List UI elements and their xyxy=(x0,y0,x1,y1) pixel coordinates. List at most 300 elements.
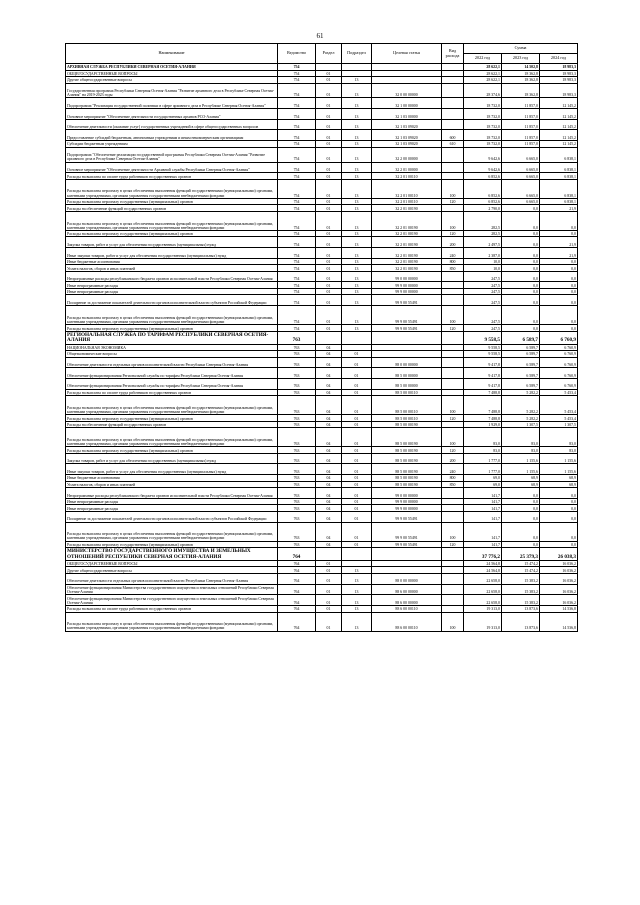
row-name: Расходы на выплаты персоналу государственных (муниципальных) органов xyxy=(66,541,278,548)
row-subsection: 01 xyxy=(342,541,372,548)
row-sum-2024: 68,9 xyxy=(540,481,578,488)
row-sum-2023: 13 873,6 xyxy=(502,606,540,613)
row-sum-2023: 13 873,6 xyxy=(502,612,540,631)
row-sum-2024: 12 145,2 xyxy=(540,98,578,109)
row-subsection: 13 xyxy=(342,325,372,332)
row-subsection: 01 xyxy=(342,511,372,522)
row-sum-2023: 0,0 xyxy=(502,488,540,499)
table-row xyxy=(66,119,578,130)
row-sum-2023: 15 474,2 xyxy=(502,560,540,567)
row-sum-2024: 0,0 xyxy=(540,306,578,325)
row-sum-2024: 6 838,1 xyxy=(540,147,578,162)
row-sum-2022: 18 732,0 xyxy=(464,109,502,120)
row-sum-2022: 9 558,5 xyxy=(464,344,502,351)
row-section: 01 xyxy=(316,147,342,162)
row-sum-2022: 7 488,8 xyxy=(464,389,502,396)
row-sum-2023: 0,0 xyxy=(502,288,540,295)
row-subsection: 01 xyxy=(342,498,372,505)
row-type xyxy=(442,548,464,561)
row-sum-2024: 21,9 xyxy=(540,205,578,212)
row-section: 01 xyxy=(316,70,342,77)
row-type: 100 xyxy=(442,396,464,415)
row-ministry: 754 xyxy=(278,237,316,248)
row-section: 01 xyxy=(316,77,342,84)
row-section: 01 xyxy=(316,595,342,606)
row-type: 800 xyxy=(442,258,464,265)
table-row xyxy=(66,179,578,198)
row-name: Расходы на выплаты персоналу в целях обеспечения выполнения функций государственными (муниципальными) органами, казенными учреждениями, органами управления государственными внебюджетными фондами xyxy=(66,179,278,198)
row-name: Расходы на выплаты персоналу государственных (муниципальных) органов xyxy=(66,447,278,454)
row-section: 01 xyxy=(316,109,342,120)
row-name: Расходы на выплаты персоналу государственных (муниципальных) органов xyxy=(66,230,278,237)
row-type: 240 xyxy=(442,248,464,259)
row-type xyxy=(442,511,464,522)
row-target: 88 5 00 00110 xyxy=(372,389,442,396)
row-sum-2023: 11 857,0 xyxy=(502,109,540,120)
table-row xyxy=(66,453,578,464)
table-body xyxy=(66,64,578,632)
row-sum-2023: 0,0 xyxy=(502,498,540,505)
table-row xyxy=(66,271,578,282)
row-ministry: 763 xyxy=(278,378,316,389)
row-subsection: 13 xyxy=(342,295,372,306)
row-sum-2024: 0,0 xyxy=(540,282,578,289)
row-sum-2023: 0,0 xyxy=(502,230,540,237)
row-subsection: 13 xyxy=(342,173,372,180)
row-name: Предоставление субсидий бюджетным, автономным учреждениям и иным некоммерческим организациям xyxy=(66,130,278,141)
row-sum-2024: 0,0 xyxy=(540,288,578,295)
row-section: 01 xyxy=(316,237,342,248)
row-type: 850 xyxy=(442,265,464,272)
row-sum-2024: 6 760,9 xyxy=(540,331,578,344)
row-sum-2024: 14 536,8 xyxy=(540,612,578,631)
row-section: 01 xyxy=(316,98,342,109)
row-sum-2022: 141,7 xyxy=(464,541,502,548)
row-ministry: 764 xyxy=(278,567,316,574)
row-section: 01 xyxy=(316,205,342,212)
row-subsection: 13 xyxy=(342,77,372,84)
row-type: 610 xyxy=(442,141,464,148)
row-section: 04 xyxy=(316,415,342,422)
row-ministry: 754 xyxy=(278,288,316,295)
row-sum-2022: 9 558,5 xyxy=(464,351,502,358)
row-ministry: 754 xyxy=(278,173,316,180)
row-sum-2022: 19 313,0 xyxy=(464,606,502,613)
row-sum-2022: 247,5 xyxy=(464,282,502,289)
row-ministry: 763 xyxy=(278,498,316,505)
row-sum-2024: 16 036,2 xyxy=(540,573,578,584)
row-sum-2024: 83,0 xyxy=(540,447,578,454)
row-sum-2023: 83,0 xyxy=(502,447,540,454)
row-sum-2022: 69,0 xyxy=(464,475,502,482)
row-sum-2022: 1 777,0 xyxy=(464,464,502,475)
row-sum-2022: 9 558,5 xyxy=(464,331,502,344)
row-sum-2024: 0,0 xyxy=(540,498,578,505)
row-name: Обеспечение функционирования Региональной службы по тарифам Республики Северная Осетия-Алания xyxy=(66,378,278,389)
row-section: 04 xyxy=(316,368,342,379)
row-sum-2023: 6 589,7 xyxy=(502,331,540,344)
row-name: Другие общегосударственные вопросы xyxy=(66,77,278,84)
row-name: Уплата налогов, сборов и иных платежей xyxy=(66,265,278,272)
row-subsection: 13 xyxy=(342,271,372,282)
row-type: 100 xyxy=(442,428,464,447)
row-section: 01 xyxy=(316,606,342,613)
row-target: 32 0 00 00000 xyxy=(372,83,442,98)
row-ministry: 754 xyxy=(278,282,316,289)
row-target: 88 0 00 00000 xyxy=(372,573,442,584)
row-target: 32 1 03 09020 xyxy=(372,119,442,130)
row-sum-2024: 1 307,5 xyxy=(540,421,578,428)
row-target: 88 5 00 00000 xyxy=(372,368,442,379)
row-section: 04 xyxy=(316,357,342,368)
row-name: Основное мероприятие "Обеспечение деятельности государственных архивов РСО-Алания" xyxy=(66,109,278,120)
row-name: Обеспечение деятельности отдельных органов исполнительной власти Республики Северная Осетия-Алания xyxy=(66,357,278,368)
row-ministry: 754 xyxy=(278,258,316,265)
row-sum-2022: 1 929,0 xyxy=(464,421,502,428)
row-sum-2024: 0,0 xyxy=(540,295,578,306)
row-ministry: 754 xyxy=(278,70,316,77)
row-ministry: 763 xyxy=(278,541,316,548)
row-name: Расходы на выплаты персоналу государственных (муниципальных) органов xyxy=(66,198,278,205)
row-sum-2024: 0,0 xyxy=(540,258,578,265)
row-section: 01 xyxy=(316,282,342,289)
table-row xyxy=(66,488,578,499)
row-sum-2022: 24 564,8 xyxy=(464,567,502,574)
row-ministry: 754 xyxy=(278,83,316,98)
row-sum-2023: 6 665,0 xyxy=(502,173,540,180)
row-ministry: 763 xyxy=(278,481,316,488)
row-ministry: 763 xyxy=(278,396,316,415)
row-sum-2024: 26 038,3 xyxy=(540,548,578,561)
row-subsection: 01 xyxy=(342,505,372,512)
row-type: 120 xyxy=(442,541,464,548)
row-subsection: 13 xyxy=(342,162,372,173)
row-name: Иные закупки товаров, работ и услуг для обеспечения государственных (муниципальных) нужд xyxy=(66,464,278,475)
row-section: 01 xyxy=(316,179,342,198)
row-sum-2022: 9 642,6 xyxy=(464,147,502,162)
row-type: 100 xyxy=(442,612,464,631)
row-sum-2023: 0,0 xyxy=(502,205,540,212)
row-subsection: 13 xyxy=(342,130,372,141)
table-row xyxy=(66,147,578,162)
col-header-section: Раздел xyxy=(316,44,342,64)
row-subsection: 13 xyxy=(342,567,372,574)
row-target: 88 5 00 00190 xyxy=(372,447,442,454)
row-sum-2022: 18 732,0 xyxy=(464,119,502,130)
row-sum-2024: 0,0 xyxy=(540,230,578,237)
row-section: 01 xyxy=(316,230,342,237)
row-type: 120 xyxy=(442,325,464,332)
row-name: Обеспечение деятельности (оказание услуг) государственных учреждений в сфере общегосударственных вопросов xyxy=(66,119,278,130)
row-name: Закупка товаров, работ и услуг для обеспечения государственных (муниципальных) нужд xyxy=(66,453,278,464)
row-sum-2022: 9 417,8 xyxy=(464,368,502,379)
row-subsection: 01 xyxy=(342,464,372,475)
row-target: 32 1 03 00000 xyxy=(372,109,442,120)
row-target: 99 0 00 00000 xyxy=(372,488,442,499)
row-sum-2024: 12 145,2 xyxy=(540,109,578,120)
row-subsection: 01 xyxy=(342,488,372,499)
row-target: 88 5 00 00190 xyxy=(372,428,442,447)
row-name: Иные бюджетные ассигнования xyxy=(66,475,278,482)
row-sum-2024: 0,0 xyxy=(540,511,578,522)
table-row xyxy=(66,464,578,475)
col-header-year-2023: 2023 год xyxy=(502,54,540,64)
row-subsection: 13 xyxy=(342,83,372,98)
row-subsection: 13 xyxy=(342,282,372,289)
row-sum-2022: 22 658,0 xyxy=(464,573,502,584)
row-sum-2022: 247,5 xyxy=(464,295,502,306)
row-name: Иные непрограммные расходы xyxy=(66,498,278,505)
row-name: Расходы на обеспечение функций государственных органов xyxy=(66,205,278,212)
col-header-type: Вид расхода xyxy=(442,44,464,64)
row-sum-2023: 6 665,0 xyxy=(502,179,540,198)
row-name: Закупка товаров, работ и услуг для обеспечения государственных (муниципальных) нужд xyxy=(66,237,278,248)
budget-table xyxy=(65,43,578,632)
table-row xyxy=(66,378,578,389)
row-sum-2024: 18 983,3 xyxy=(540,64,578,71)
row-section: 04 xyxy=(316,488,342,499)
row-sum-2023: 6 665,0 xyxy=(502,147,540,162)
row-ministry: 764 xyxy=(278,606,316,613)
row-subsection: 13 xyxy=(342,612,372,631)
row-ministry: 754 xyxy=(278,119,316,130)
row-sum-2024: 83,0 xyxy=(540,428,578,447)
row-ministry: 754 xyxy=(278,198,316,205)
row-target: 88 5 00 00110 xyxy=(372,396,442,415)
row-type: 850 xyxy=(442,481,464,488)
row-ministry: 763 xyxy=(278,488,316,499)
row-section: 01 xyxy=(316,295,342,306)
row-sum-2024: 0,0 xyxy=(540,541,578,548)
table-row xyxy=(66,584,578,595)
row-subsection: 13 xyxy=(342,265,372,272)
row-section: 01 xyxy=(316,198,342,205)
row-sum-2022: 141,7 xyxy=(464,505,502,512)
row-name: Другие общегосударственные вопросы xyxy=(66,567,278,574)
row-ministry: 754 xyxy=(278,230,316,237)
row-ministry: 754 xyxy=(278,325,316,332)
row-sum-2023: 6 665,0 xyxy=(502,162,540,173)
row-section: 01 xyxy=(316,325,342,332)
row-sum-2022: 141,7 xyxy=(464,498,502,505)
row-section: 01 xyxy=(316,573,342,584)
row-type: 800 xyxy=(442,475,464,482)
row-name: Расходы на выплаты по оплате труда работников государственных органов xyxy=(66,389,278,396)
row-type: 100 xyxy=(442,179,464,198)
row-ministry: 754 xyxy=(278,64,316,71)
row-type xyxy=(442,488,464,499)
row-sum-2023: 5 282,2 xyxy=(502,415,540,422)
row-sum-2022: 141,7 xyxy=(464,522,502,541)
row-sum-2022: 83,0 xyxy=(464,447,502,454)
row-subsection: 01 xyxy=(342,421,372,428)
row-name: Иные бюджетные ассигнования xyxy=(66,258,278,265)
row-section: 04 xyxy=(316,498,342,505)
table-row xyxy=(66,306,578,325)
row-type: 100 xyxy=(442,211,464,230)
row-type: 240 xyxy=(442,464,464,475)
row-sum-2023: 0,0 xyxy=(502,258,540,265)
row-name: Расходы на выплаты персоналу в целях обеспечения выполнения функций государственными (муниципальными) органами, казенными учреждениями, органами управления государственными внебюджетными фондами xyxy=(66,522,278,541)
row-subsection: 13 xyxy=(342,179,372,198)
row-section: 01 xyxy=(316,306,342,325)
row-sum-2022: 247,5 xyxy=(464,288,502,295)
row-type xyxy=(442,98,464,109)
row-target: 32 1 03 09020 xyxy=(372,130,442,141)
row-sum-2022: 37 776,2 xyxy=(464,548,502,561)
row-target: 32 1 00 00000 xyxy=(372,98,442,109)
row-sum-2022: 2 790,0 xyxy=(464,205,502,212)
row-type: 120 xyxy=(442,415,464,422)
row-type xyxy=(442,109,464,120)
table-row xyxy=(66,211,578,230)
row-sum-2022: 28 622,1 xyxy=(464,64,502,71)
row-sum-2022: 247,5 xyxy=(464,306,502,325)
row-type xyxy=(442,271,464,282)
row-sum-2023: 15 474,2 xyxy=(502,567,540,574)
row-sum-2023: 0,0 xyxy=(502,248,540,259)
row-name: Расходы на обеспечение функций государственных органов xyxy=(66,421,278,428)
row-name: Уплата налогов, сборов и иных платежей xyxy=(66,481,278,488)
row-target: 99 9 00 55491 xyxy=(372,522,442,541)
row-sum-2023: 1 155,6 xyxy=(502,453,540,464)
row-target: 32 2 01 00110 xyxy=(372,198,442,205)
row-subsection: 13 xyxy=(342,595,372,606)
row-sum-2024: 6 838,1 xyxy=(540,162,578,173)
row-name: Обеспечение функционирования Региональной службы по тарифам Республики Северная Осетия-Алания xyxy=(66,368,278,379)
row-subsection: 01 xyxy=(342,481,372,488)
row-section: 04 xyxy=(316,344,342,351)
row-ministry: 754 xyxy=(278,205,316,212)
row-sum-2022: 141,7 xyxy=(464,488,502,499)
row-sum-2024: 5 453,4 xyxy=(540,389,578,396)
row-section: 01 xyxy=(316,162,342,173)
row-name: НАЦИОНАЛЬНАЯ ЭКОНОМИКА xyxy=(66,344,278,351)
row-sum-2024: 12 145,2 xyxy=(540,130,578,141)
row-sum-2022: 6 852,6 xyxy=(464,179,502,198)
row-ministry: 764 xyxy=(278,595,316,606)
row-target: 99 9 00 00000 xyxy=(372,498,442,505)
row-type xyxy=(442,147,464,162)
row-section: 04 xyxy=(316,453,342,464)
row-sum-2023: 0,0 xyxy=(502,541,540,548)
row-sum-2023: 1 307,5 xyxy=(502,421,540,428)
row-section: 04 xyxy=(316,481,342,488)
row-name: Поощрение за достижение показателей деятельности органов исполнительной власти субъектов Российской Федерации xyxy=(66,511,278,522)
row-sum-2024: 68,9 xyxy=(540,475,578,482)
row-name: Расходы на выплаты персоналу в целях обеспечения выполнения функций государственными (муниципальными) органами, казенными учреждениями, органами управления государственными внебюджетными фондами xyxy=(66,428,278,447)
row-ministry: 754 xyxy=(278,179,316,198)
row-name: Расходы на выплаты персоналу в целях обеспечения выполнения функций государственными (муниципальными) органами, казенными учреждениями, органами управления государственными внебюджетными фондами xyxy=(66,396,278,415)
row-sum-2023: 0,0 xyxy=(502,265,540,272)
row-section: 04 xyxy=(316,511,342,522)
row-section: 01 xyxy=(316,560,342,567)
row-name: Общеэкономические вопросы xyxy=(66,351,278,358)
row-sum-2022: 69,0 xyxy=(464,481,502,488)
row-target: 99 9 00 55491 xyxy=(372,306,442,325)
row-sum-2024: 6 760,9 xyxy=(540,344,578,351)
row-sum-2024: 0,0 xyxy=(540,488,578,499)
row-sum-2024: 21,9 xyxy=(540,248,578,259)
row-sum-2022: 1 777,0 xyxy=(464,453,502,464)
row-subsection: 13 xyxy=(342,288,372,295)
row-sum-2023: 6 589,7 xyxy=(502,357,540,368)
row-name: Иные непрограммные расходы xyxy=(66,288,278,295)
row-subsection: 01 xyxy=(342,428,372,447)
row-target: 88 5 00 00190 xyxy=(372,464,442,475)
row-sum-2023: 6 589,7 xyxy=(502,368,540,379)
table-row xyxy=(66,98,578,109)
row-subsection: 13 xyxy=(342,205,372,212)
row-sum-2023: 5 282,2 xyxy=(502,389,540,396)
row-sum-2024: 6 838,1 xyxy=(540,198,578,205)
row-sum-2022: 10,0 xyxy=(464,258,502,265)
row-sum-2023: 15 383,2 xyxy=(502,573,540,584)
row-sum-2023: 15 383,2 xyxy=(502,584,540,595)
row-name: РЕГИОНАЛЬНАЯ СЛУЖБА ПО ТАРИФАМ РЕСПУБЛИКИ СЕВЕРНАЯ ОСЕТИЯ-АЛАНИЯ xyxy=(66,331,278,344)
table-row xyxy=(66,295,578,306)
row-name: Иные непрограммные расходы xyxy=(66,282,278,289)
row-sum-2022: 2 387,0 xyxy=(464,248,502,259)
row-ministry: 764 xyxy=(278,612,316,631)
row-sum-2022: 282,5 xyxy=(464,230,502,237)
row-section: 01 xyxy=(316,83,342,98)
row-target: 32 2 01 00190 xyxy=(372,237,442,248)
row-sum-2024: 12 145,2 xyxy=(540,141,578,148)
row-subsection: 01 xyxy=(342,447,372,454)
row-ministry: 754 xyxy=(278,109,316,120)
row-ministry: 763 xyxy=(278,511,316,522)
row-name: Обеспечение функционирования Министерства государственного имущества и земельных отношений Республики Северная Осетия-Алания xyxy=(66,584,278,595)
row-subsection: 13 xyxy=(342,230,372,237)
row-sum-2022: 9 417,8 xyxy=(464,378,502,389)
row-sum-2022: 2 497,5 xyxy=(464,237,502,248)
row-target: 99 9 00 00000 xyxy=(372,288,442,295)
row-ministry: 754 xyxy=(278,130,316,141)
table-row xyxy=(66,130,578,141)
row-section: 04 xyxy=(316,421,342,428)
row-section: 04 xyxy=(316,378,342,389)
row-sum-2023: 11 857,0 xyxy=(502,141,540,148)
row-name: Обеспечение деятельности отдельных органов исполнительной власти Республики Северная Осетия-Алания xyxy=(66,573,278,584)
row-sum-2022: 282,5 xyxy=(464,211,502,230)
row-subsection: 13 xyxy=(342,306,372,325)
row-sum-2024: 0,0 xyxy=(540,505,578,512)
row-sum-2023: 0,0 xyxy=(502,511,540,522)
row-ministry: 754 xyxy=(278,147,316,162)
row-subsection: 13 xyxy=(342,584,372,595)
row-sum-2023: 0,0 xyxy=(502,237,540,248)
row-sum-2024: 0,0 xyxy=(540,325,578,332)
row-sum-2023: 68,9 xyxy=(502,475,540,482)
table-row xyxy=(66,109,578,120)
row-target: 99 9 00 55491 xyxy=(372,541,442,548)
row-ministry: 754 xyxy=(278,295,316,306)
row-subsection: 01 xyxy=(342,368,372,379)
table-row xyxy=(66,396,578,415)
row-target: 32 2 01 00190 xyxy=(372,211,442,230)
row-section: 01 xyxy=(316,271,342,282)
row-target: 32 2 00 00000 xyxy=(372,147,442,162)
row-sum-2023: 5 282,2 xyxy=(502,396,540,415)
row-target: 32 2 01 00000 xyxy=(372,162,442,173)
row-target: 88 6 00 00110 xyxy=(372,606,442,613)
row-ministry: 763 xyxy=(278,351,316,358)
row-section: 01 xyxy=(316,173,342,180)
col-header-name: Наименование xyxy=(66,44,278,64)
row-name: Расходы на выплаты персоналу в целях обеспечения выполнения функций государственными (муниципальными) органами, казенными учреждениями, органами управления государственными внебюджетными фондами xyxy=(66,306,278,325)
row-ministry: 763 xyxy=(278,475,316,482)
